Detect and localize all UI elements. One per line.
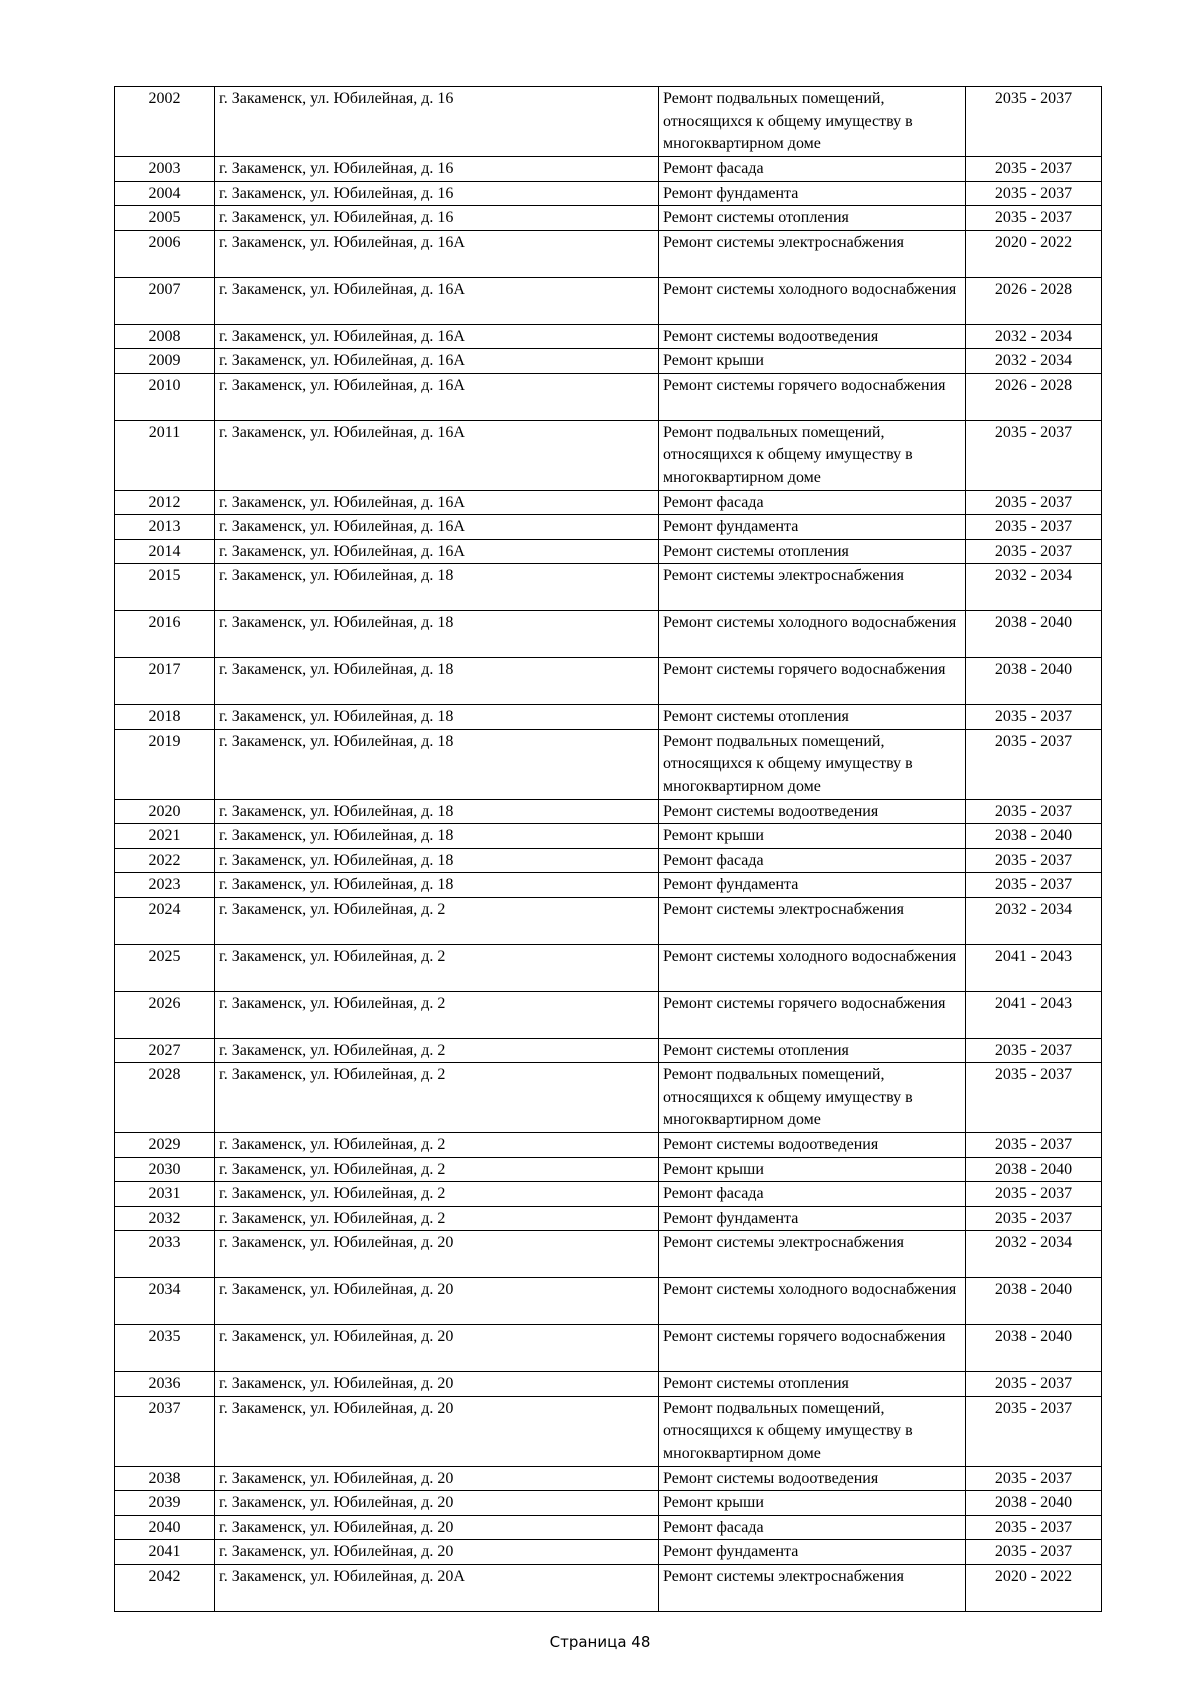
row-address: г. Закаменск, ул. Юбилейная, д. 18 [215, 611, 659, 658]
table-row [115, 848, 1102, 873]
row-period: 2020 - 2022 [966, 230, 1102, 277]
row-address: г. Закаменск, ул. Юбилейная, д. 20 [215, 1540, 659, 1565]
row-period: 2020 - 2022 [966, 1564, 1102, 1611]
row-work-type: Ремонт системы водоотведения [659, 324, 966, 349]
row-address: г. Закаменск, ул. Юбилейная, д. 2 [215, 1133, 659, 1158]
row-address: г. Закаменск, ул. Юбилейная, д. 16А [215, 277, 659, 324]
row-address: г. Закаменск, ул. Юбилейная, д. 2 [215, 1182, 659, 1207]
row-address: г. Закаменск, ул. Юбилейная, д. 18 [215, 705, 659, 730]
table-row [115, 490, 1102, 515]
row-period: 2035 - 2037 [966, 181, 1102, 206]
row-number: 2013 [115, 515, 215, 540]
row-period: 2035 - 2037 [966, 873, 1102, 898]
table-row [115, 1182, 1102, 1207]
table-row [115, 1372, 1102, 1397]
row-address: г. Закаменск, ул. Юбилейная, д. 16 [215, 157, 659, 182]
row-work-type: Ремонт системы холодного водоснабжения [659, 1278, 966, 1325]
table-row [115, 1206, 1102, 1231]
row-work-type: Ремонт фасада [659, 490, 966, 515]
row-address: г. Закаменск, ул. Юбилейная, д. 2 [215, 1206, 659, 1231]
table-row [115, 1396, 1102, 1466]
table-row [115, 991, 1102, 1038]
row-address: г. Закаменск, ул. Юбилейная, д. 18 [215, 729, 659, 799]
row-period: 2035 - 2037 [966, 420, 1102, 490]
repair-schedule-table [114, 86, 1102, 1612]
table-row [115, 539, 1102, 564]
row-period: 2035 - 2037 [966, 705, 1102, 730]
row-address: г. Закаменск, ул. Юбилейная, д. 2 [215, 1157, 659, 1182]
row-address: г. Закаменск, ул. Юбилейная, д. 18 [215, 799, 659, 824]
row-number: 2020 [115, 799, 215, 824]
row-work-type: Ремонт системы горячего водоснабжения [659, 373, 966, 420]
row-number: 2033 [115, 1231, 215, 1278]
row-number: 2042 [115, 1564, 215, 1611]
row-period: 2035 - 2037 [966, 1515, 1102, 1540]
row-address: г. Закаменск, ул. Юбилейная, д. 16А [215, 230, 659, 277]
row-number: 2003 [115, 157, 215, 182]
table-row [115, 1540, 1102, 1565]
row-number: 2022 [115, 848, 215, 873]
row-address: г. Закаменск, ул. Юбилейная, д. 16А [215, 420, 659, 490]
row-work-type: Ремонт фасада [659, 848, 966, 873]
row-address: г. Закаменск, ул. Юбилейная, д. 2 [215, 991, 659, 1038]
row-address: г. Закаменск, ул. Юбилейная, д. 18 [215, 658, 659, 705]
row-period: 2035 - 2037 [966, 157, 1102, 182]
table-body [115, 87, 1102, 1612]
row-work-type: Ремонт системы холодного водоснабжения [659, 277, 966, 324]
table-row [115, 799, 1102, 824]
table-row [115, 1038, 1102, 1063]
row-work-type: Ремонт крыши [659, 1491, 966, 1516]
row-work-type: Ремонт фасада [659, 157, 966, 182]
table-row [115, 1515, 1102, 1540]
row-work-type: Ремонт фундамента [659, 873, 966, 898]
row-work-type: Ремонт фасада [659, 1515, 966, 1540]
row-number: 2014 [115, 539, 215, 564]
row-number: 2023 [115, 873, 215, 898]
row-period: 2035 - 2037 [966, 1182, 1102, 1207]
row-period: 2035 - 2037 [966, 729, 1102, 799]
row-work-type: Ремонт системы отопления [659, 705, 966, 730]
row-address: г. Закаменск, ул. Юбилейная, д. 16А [215, 490, 659, 515]
row-period: 2035 - 2037 [966, 848, 1102, 873]
row-work-type: Ремонт системы электроснабжения [659, 564, 966, 611]
row-address: г. Закаменск, ул. Юбилейная, д. 18 [215, 564, 659, 611]
row-number: 2016 [115, 611, 215, 658]
row-address: г. Закаменск, ул. Юбилейная, д. 2 [215, 1063, 659, 1133]
row-number: 2011 [115, 420, 215, 490]
row-work-type: Ремонт системы электроснабжения [659, 1564, 966, 1611]
row-number: 2028 [115, 1063, 215, 1133]
row-period: 2026 - 2028 [966, 277, 1102, 324]
row-period: 2035 - 2037 [966, 515, 1102, 540]
table-row [115, 897, 1102, 944]
row-work-type: Ремонт крыши [659, 1157, 966, 1182]
table-row [115, 824, 1102, 849]
row-work-type: Ремонт системы электроснабжения [659, 230, 966, 277]
row-period: 2035 - 2037 [966, 1466, 1102, 1491]
row-number: 2039 [115, 1491, 215, 1516]
row-period: 2026 - 2028 [966, 373, 1102, 420]
row-period: 2038 - 2040 [966, 1157, 1102, 1182]
row-period: 2038 - 2040 [966, 611, 1102, 658]
row-work-type: Ремонт системы горячего водоснабжения [659, 658, 966, 705]
row-number: 2018 [115, 705, 215, 730]
table-row [115, 420, 1102, 490]
table-row [115, 1491, 1102, 1516]
row-number: 2030 [115, 1157, 215, 1182]
row-number: 2002 [115, 87, 215, 157]
row-address: г. Закаменск, ул. Юбилейная, д. 20 [215, 1396, 659, 1466]
row-period: 2032 - 2034 [966, 564, 1102, 611]
row-number: 2036 [115, 1372, 215, 1397]
row-period: 2032 - 2034 [966, 324, 1102, 349]
row-work-type: Ремонт подвальных помещений, относящихся к общему имуществу в многоквартирном доме [659, 1063, 966, 1133]
row-work-type: Ремонт крыши [659, 349, 966, 374]
row-address: г. Закаменск, ул. Юбилейная, д. 20А [215, 1564, 659, 1611]
row-period: 2035 - 2037 [966, 539, 1102, 564]
table-row [115, 324, 1102, 349]
row-work-type: Ремонт фундамента [659, 181, 966, 206]
row-number: 2040 [115, 1515, 215, 1540]
table-row [115, 349, 1102, 374]
row-work-type: Ремонт подвальных помещений, относящихся к общему имуществу в многоквартирном доме [659, 420, 966, 490]
table-row [115, 729, 1102, 799]
row-period: 2038 - 2040 [966, 1278, 1102, 1325]
table-row [115, 206, 1102, 231]
row-address: г. Закаменск, ул. Юбилейная, д. 20 [215, 1372, 659, 1397]
row-work-type: Ремонт системы холодного водоснабжения [659, 944, 966, 991]
row-period: 2032 - 2034 [966, 897, 1102, 944]
row-address: г. Закаменск, ул. Юбилейная, д. 18 [215, 824, 659, 849]
row-number: 2006 [115, 230, 215, 277]
table-row [115, 658, 1102, 705]
table-row [115, 1133, 1102, 1158]
row-period: 2035 - 2037 [966, 1063, 1102, 1133]
row-number: 2017 [115, 658, 215, 705]
row-period: 2032 - 2034 [966, 1231, 1102, 1278]
row-number: 2004 [115, 181, 215, 206]
row-address: г. Закаменск, ул. Юбилейная, д. 18 [215, 848, 659, 873]
row-work-type: Ремонт системы холодного водоснабжения [659, 611, 966, 658]
row-work-type: Ремонт фасада [659, 1182, 966, 1207]
row-work-type: Ремонт системы водоотведения [659, 1133, 966, 1158]
table-row [115, 873, 1102, 898]
row-period: 2038 - 2040 [966, 658, 1102, 705]
row-address: г. Закаменск, ул. Юбилейная, д. 16 [215, 87, 659, 157]
row-number: 2041 [115, 1540, 215, 1565]
row-number: 2021 [115, 824, 215, 849]
table-row [115, 1157, 1102, 1182]
row-address: г. Закаменск, ул. Юбилейная, д. 20 [215, 1466, 659, 1491]
table-row [115, 515, 1102, 540]
table-row [115, 705, 1102, 730]
row-period: 2035 - 2037 [966, 490, 1102, 515]
row-address: г. Закаменск, ул. Юбилейная, д. 20 [215, 1491, 659, 1516]
table-row [115, 944, 1102, 991]
row-work-type: Ремонт крыши [659, 824, 966, 849]
table-row [115, 1564, 1102, 1611]
row-number: 2035 [115, 1325, 215, 1372]
row-work-type: Ремонт системы водоотведения [659, 1466, 966, 1491]
row-address: г. Закаменск, ул. Юбилейная, д. 2 [215, 1038, 659, 1063]
row-address: г. Закаменск, ул. Юбилейная, д. 20 [215, 1278, 659, 1325]
row-address: г. Закаменск, ул. Юбилейная, д. 16А [215, 539, 659, 564]
row-address: г. Закаменск, ул. Юбилейная, д. 20 [215, 1231, 659, 1278]
row-number: 2031 [115, 1182, 215, 1207]
table-row [115, 1278, 1102, 1325]
row-work-type: Ремонт системы горячего водоснабжения [659, 991, 966, 1038]
row-work-type: Ремонт фундамента [659, 1540, 966, 1565]
row-number: 2025 [115, 944, 215, 991]
row-work-type: Ремонт системы горячего водоснабжения [659, 1325, 966, 1372]
row-address: г. Закаменск, ул. Юбилейная, д. 20 [215, 1325, 659, 1372]
table-row [115, 564, 1102, 611]
row-period: 2035 - 2037 [966, 1540, 1102, 1565]
table-row [115, 87, 1102, 157]
row-period: 2035 - 2037 [966, 1133, 1102, 1158]
row-address: г. Закаменск, ул. Юбилейная, д. 2 [215, 944, 659, 991]
row-number: 2008 [115, 324, 215, 349]
row-address: г. Закаменск, ул. Юбилейная, д. 16А [215, 373, 659, 420]
row-address: г. Закаменск, ул. Юбилейная, д. 16 [215, 181, 659, 206]
row-number: 2024 [115, 897, 215, 944]
row-period: 2035 - 2037 [966, 206, 1102, 231]
table-row [115, 277, 1102, 324]
row-work-type: Ремонт системы отопления [659, 539, 966, 564]
row-period: 2035 - 2037 [966, 1206, 1102, 1231]
row-period: 2038 - 2040 [966, 1491, 1102, 1516]
row-work-type: Ремонт системы электроснабжения [659, 897, 966, 944]
row-period: 2035 - 2037 [966, 1396, 1102, 1466]
row-number: 2015 [115, 564, 215, 611]
document-page [114, 86, 1101, 1612]
row-address: г. Закаменск, ул. Юбилейная, д. 2 [215, 897, 659, 944]
row-number: 2026 [115, 991, 215, 1038]
row-address: г. Закаменск, ул. Юбилейная, д. 20 [215, 1515, 659, 1540]
row-work-type: Ремонт подвальных помещений, относящихся к общему имуществу в многоквартирном доме [659, 87, 966, 157]
row-period: 2038 - 2040 [966, 824, 1102, 849]
row-number: 2027 [115, 1038, 215, 1063]
row-number: 2038 [115, 1466, 215, 1491]
row-work-type: Ремонт системы отопления [659, 206, 966, 231]
row-work-type: Ремонт системы отопления [659, 1038, 966, 1063]
row-number: 2034 [115, 1278, 215, 1325]
row-period: 2035 - 2037 [966, 1038, 1102, 1063]
row-number: 2032 [115, 1206, 215, 1231]
row-period: 2035 - 2037 [966, 799, 1102, 824]
row-address: г. Закаменск, ул. Юбилейная, д. 16А [215, 324, 659, 349]
table-row [115, 373, 1102, 420]
row-period: 2035 - 2037 [966, 87, 1102, 157]
row-address: г. Закаменск, ул. Юбилейная, д. 16 [215, 206, 659, 231]
row-period: 2041 - 2043 [966, 944, 1102, 991]
row-address: г. Закаменск, ул. Юбилейная, д. 16А [215, 349, 659, 374]
table-row [115, 1466, 1102, 1491]
row-period: 2041 - 2043 [966, 991, 1102, 1038]
row-number: 2009 [115, 349, 215, 374]
row-work-type: Ремонт системы отопления [659, 1372, 966, 1397]
row-period: 2035 - 2037 [966, 1372, 1102, 1397]
row-period: 2032 - 2034 [966, 349, 1102, 374]
row-work-type: Ремонт подвальных помещений, относящихся к общему имуществу в многоквартирном доме [659, 729, 966, 799]
row-number: 2007 [115, 277, 215, 324]
row-work-type: Ремонт системы электроснабжения [659, 1231, 966, 1278]
row-work-type: Ремонт фундамента [659, 1206, 966, 1231]
row-address: г. Закаменск, ул. Юбилейная, д. 18 [215, 873, 659, 898]
table-row [115, 1325, 1102, 1372]
table-row [115, 230, 1102, 277]
row-work-type: Ремонт подвальных помещений, относящихся к общему имуществу в многоквартирном доме [659, 1396, 966, 1466]
row-work-type: Ремонт фундамента [659, 515, 966, 540]
row-number: 2029 [115, 1133, 215, 1158]
table-row [115, 611, 1102, 658]
row-number: 2019 [115, 729, 215, 799]
table-row [115, 1231, 1102, 1278]
table-row [115, 157, 1102, 182]
table-row [115, 1063, 1102, 1133]
row-period: 2038 - 2040 [966, 1325, 1102, 1372]
row-number: 2010 [115, 373, 215, 420]
page-number: Страница 48 [549, 1633, 651, 1651]
row-address: г. Закаменск, ул. Юбилейная, д. 16А [215, 515, 659, 540]
table-row [115, 181, 1102, 206]
row-number: 2037 [115, 1396, 215, 1466]
row-number: 2005 [115, 206, 215, 231]
row-work-type: Ремонт системы водоотведения [659, 799, 966, 824]
row-number: 2012 [115, 490, 215, 515]
